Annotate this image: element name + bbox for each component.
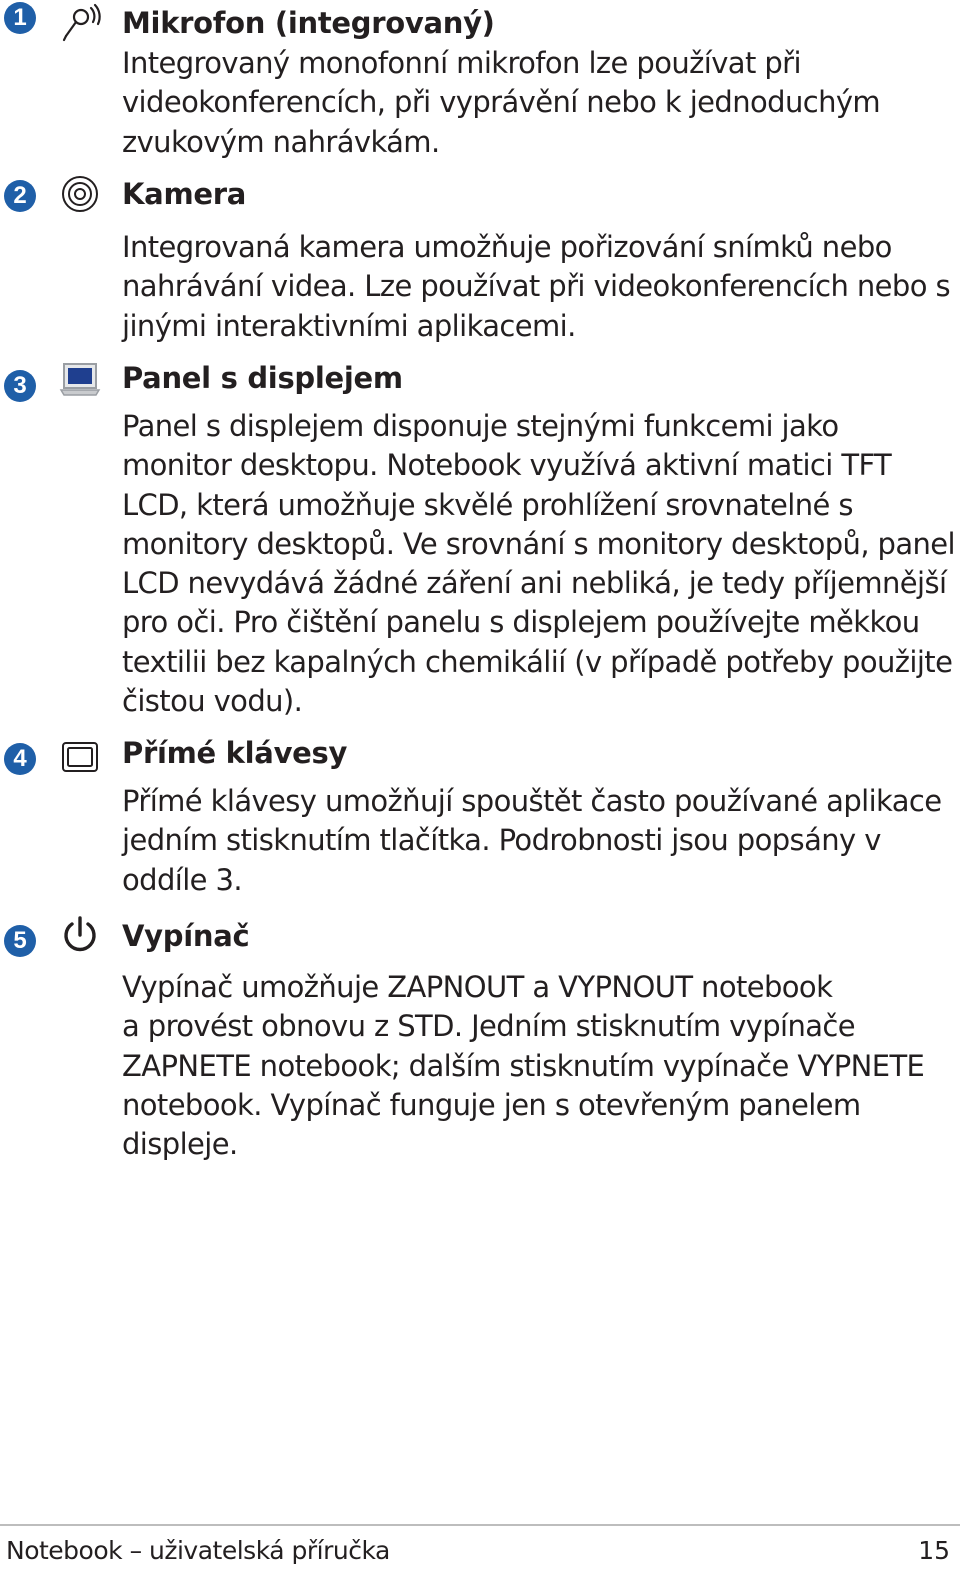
- body-line: Přímé klávesy umožňují spouštět často používané aplikace: [122, 784, 942, 818]
- body-line: oddíle 3.: [122, 862, 243, 897]
- number-badge-3: 3: [4, 370, 36, 402]
- body-line: LCD nevydává žádné záření ani nebliká, je tedy příjemnější: [122, 566, 947, 601]
- number-badge-5: 5: [4, 925, 36, 957]
- section-body: [122, 44, 922, 162]
- section-title: Vypínač: [122, 919, 250, 953]
- section-title: Přímé klávesy: [122, 736, 348, 770]
- section-body: [122, 782, 942, 900]
- body-line: jedním stisknutím tlačítka. Podrobnosti jsou popsány v: [122, 823, 881, 858]
- footer-title: Notebook – uživatelská příručka: [6, 1536, 390, 1565]
- body-line: textilii bez kapalných chemikálií (v případě potřeby použijte: [122, 644, 953, 679]
- section-body: [122, 228, 950, 346]
- section-title: Panel s displejem: [122, 361, 403, 395]
- number-badge-1: 1: [4, 2, 36, 34]
- body-line: monitory desktopů. Ve srovnání s monitory desktopů, panel: [122, 526, 956, 561]
- instant-keys-icon: [58, 735, 102, 779]
- body-line: Integrovaný monofonní mikrofon lze používat při: [122, 46, 801, 80]
- body-line: pro oči. Pro čištění panelu s displejem používejte měkkou: [122, 605, 920, 640]
- section-title: Kamera: [122, 177, 246, 211]
- power-icon: [58, 913, 102, 957]
- body-line: ZAPNETE notebook; dalším stisknutím vypínače VYPNETE: [122, 1048, 925, 1083]
- section-body: [122, 407, 956, 721]
- body-line: a provést obnovu z STD. Jedním stisknutím vypínače: [122, 1009, 856, 1044]
- footer-divider: [0, 1524, 960, 1526]
- number-badge-2: 2: [4, 180, 36, 212]
- section-title: Mikrofon (integrovaný): [122, 6, 495, 40]
- camera-icon: [58, 172, 102, 216]
- body-line: nahrávání videa. Lze používat při videokonferencích nebo s: [122, 269, 950, 304]
- body-line: displeje.: [122, 1127, 238, 1162]
- body-line: jinými interaktivními aplikacemi.: [122, 308, 576, 343]
- body-line: LCD, která umožňuje skvělé prohlížení srovnatelné s: [122, 487, 853, 522]
- body-line: videokonferencích, při vyprávění nebo k jednoduchým: [122, 85, 881, 120]
- body-line: zvukovým nahrávkám.: [122, 124, 440, 159]
- page-number: 15: [918, 1536, 950, 1565]
- display-panel-icon: [58, 358, 102, 402]
- number-badge-4: 4: [4, 743, 36, 775]
- body-line: Vypínač umožňuje ZAPNOUT a VYPNOUT notebook: [122, 970, 833, 1004]
- body-line: Integrovaná kamera umožňuje pořizování snímků nebo: [122, 230, 892, 264]
- body-line: Panel s displejem disponuje stejnými funkcemi jako: [122, 409, 839, 443]
- body-line: monitor desktopu. Notebook využívá aktivní matici TFT: [122, 448, 892, 483]
- microphone-icon: [58, 0, 102, 44]
- section-body: [122, 968, 925, 1164]
- body-line: čistou vodu).: [122, 684, 303, 719]
- body-line: notebook. Vypínač funguje jen s otevřeným panelem: [122, 1087, 861, 1122]
